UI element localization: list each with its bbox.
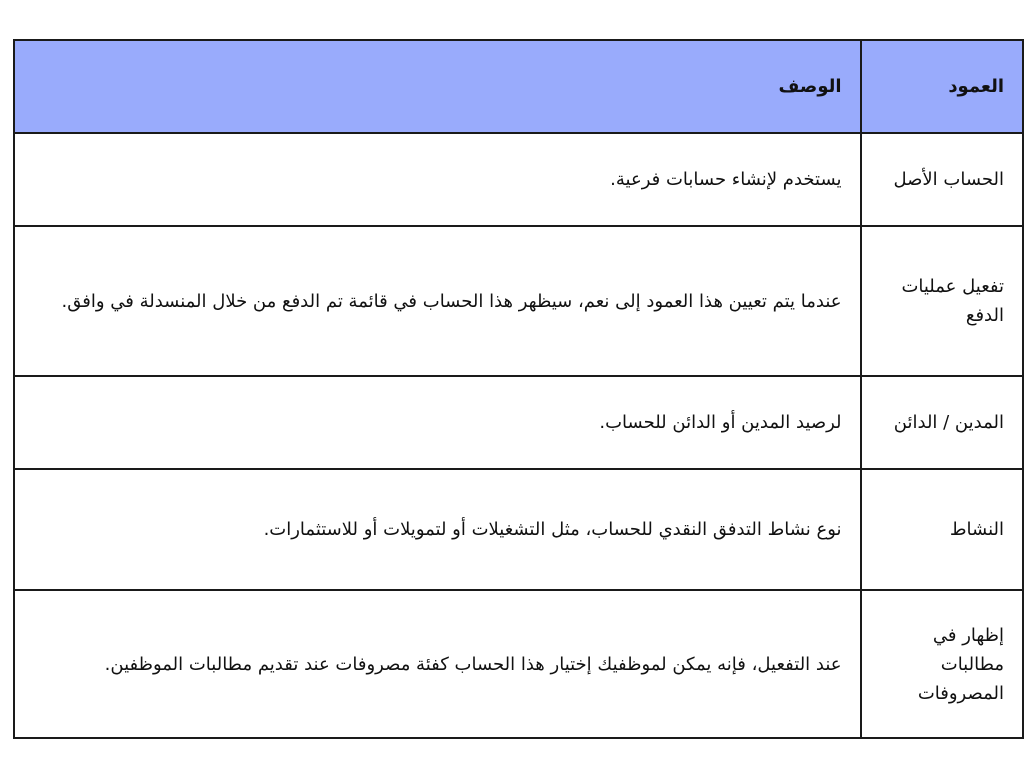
row-description: لرصيد المدين أو الدائن للحساب. [14, 376, 861, 469]
table-row [14, 226, 1023, 376]
table-header-row [14, 40, 1023, 133]
row-description: عند التفعيل، فإنه يمكن لموظفيك إختيار هذا الحساب كفئة مصروفات عند تقديم مطالبات الموظفين. [14, 590, 861, 738]
table-row [14, 376, 1023, 469]
row-column-name: إظهار في مطالبات المصروفات [861, 590, 1023, 738]
row-description: عندما يتم تعيين هذا العمود إلى نعم، سيظهر هذا الحساب في قائمة تم الدفع من خلال المنسدلة في وافق. [14, 226, 861, 376]
row-column-name: الحساب الأصل [861, 133, 1023, 226]
row-column-name: تفعيل عمليات الدفع [861, 226, 1023, 376]
table-row [14, 590, 1023, 738]
header-description: الوصف [14, 40, 861, 133]
row-description: نوع نشاط التدفق النقدي للحساب، مثل التشغيلات أو لتمويلات أو للاستثمارات. [14, 469, 861, 590]
row-column-name: النشاط [861, 469, 1023, 590]
row-description: يستخدم لإنشاء حسابات فرعية. [14, 133, 861, 226]
columns-description-table [13, 39, 1024, 739]
table-row [14, 469, 1023, 590]
header-column: العمود [861, 40, 1023, 133]
row-column-name: المدين / الدائن [861, 376, 1023, 469]
table-row [14, 133, 1023, 226]
